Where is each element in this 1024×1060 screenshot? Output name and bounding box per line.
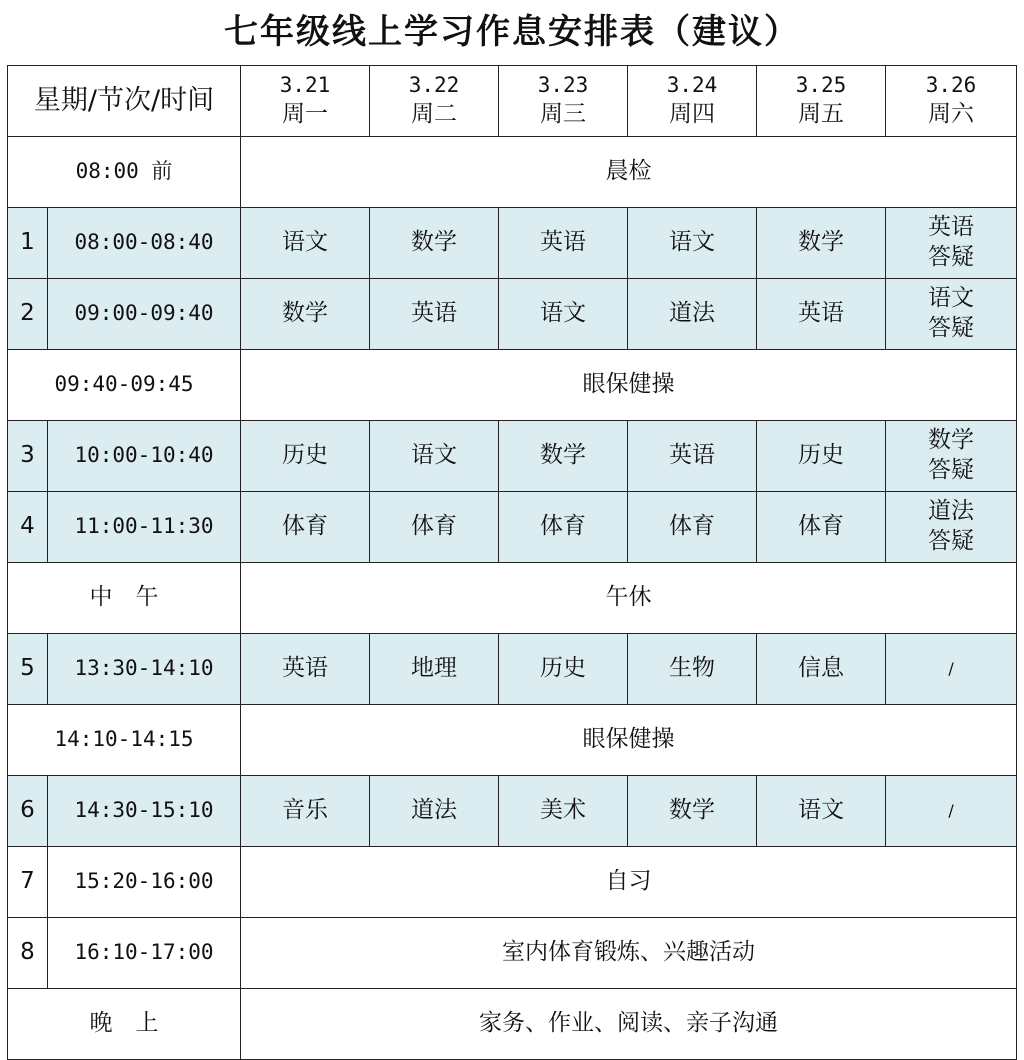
period-time: 08:00-08:40 bbox=[48, 208, 241, 279]
row-activity: 自习 bbox=[241, 847, 1017, 918]
day-weekday: 周六 bbox=[928, 100, 975, 127]
row-activity: 眼保健操 bbox=[241, 705, 1017, 776]
period-number: 6 bbox=[8, 776, 48, 847]
period-number: 3 bbox=[8, 421, 48, 492]
table-row bbox=[8, 918, 1017, 989]
saturday-qa: 答疑 bbox=[928, 457, 975, 483]
lesson-cell: 数学 bbox=[499, 421, 628, 492]
lesson-cell: 道法 bbox=[370, 776, 499, 847]
lesson-cell: 语文 bbox=[757, 776, 886, 847]
lesson-cell: 地理 bbox=[370, 634, 499, 705]
table-row bbox=[8, 421, 1017, 492]
saturday-subject: 英语 bbox=[928, 214, 975, 241]
day-weekday: 周二 bbox=[411, 100, 458, 127]
saturday-cell: / bbox=[886, 776, 1017, 847]
row-time-label: 14:10-14:15 bbox=[8, 705, 241, 776]
header-row bbox=[8, 66, 1017, 137]
day-header-wed bbox=[499, 66, 628, 137]
saturday-subject: 道法 bbox=[928, 498, 975, 525]
lesson-cell: 体育 bbox=[757, 492, 886, 563]
period-time: 10:00-10:40 bbox=[48, 421, 241, 492]
day-weekday: 周四 bbox=[669, 100, 716, 127]
table-row bbox=[8, 847, 1017, 918]
row-time-label: 中 午 bbox=[8, 563, 241, 634]
saturday-cell: / bbox=[886, 634, 1017, 705]
row-activity: 晨检 bbox=[241, 137, 1017, 208]
day-header-tue bbox=[370, 66, 499, 137]
day-header-fri bbox=[757, 66, 886, 137]
period-number: 7 bbox=[8, 847, 48, 918]
day-weekday: 周五 bbox=[798, 100, 845, 127]
schedule-table bbox=[7, 65, 1017, 1060]
table-row bbox=[8, 563, 1017, 634]
day-date: 3.25 bbox=[795, 73, 847, 98]
table-row bbox=[8, 705, 1017, 776]
period-time: 15:20-16:00 bbox=[48, 847, 241, 918]
saturday-cell bbox=[886, 492, 1017, 563]
lesson-cell: 语文 bbox=[241, 208, 370, 279]
saturday-subject: 语文 bbox=[928, 285, 975, 312]
lesson-cell: 数学 bbox=[628, 776, 757, 847]
lesson-cell: 历史 bbox=[499, 634, 628, 705]
lesson-cell: 英语 bbox=[757, 279, 886, 350]
period-time: 13:30-14:10 bbox=[48, 634, 241, 705]
lesson-cell: 美术 bbox=[499, 776, 628, 847]
lesson-cell: 英语 bbox=[628, 421, 757, 492]
lesson-cell: 语文 bbox=[499, 279, 628, 350]
lesson-cell: 生物 bbox=[628, 634, 757, 705]
saturday-subject: 数学 bbox=[928, 427, 975, 454]
lesson-cell: 体育 bbox=[370, 492, 499, 563]
row-activity: 家务、作业、阅读、亲子沟通 bbox=[241, 989, 1017, 1060]
day-date: 3.22 bbox=[408, 73, 460, 98]
saturday-qa: 答疑 bbox=[928, 528, 975, 554]
period-number: 8 bbox=[8, 918, 48, 989]
day-header-sat bbox=[886, 66, 1017, 137]
period-time: 09:00-09:40 bbox=[48, 279, 241, 350]
lesson-cell: 历史 bbox=[757, 421, 886, 492]
table-row bbox=[8, 492, 1017, 563]
lesson-cell: 数学 bbox=[370, 208, 499, 279]
lesson-cell: 体育 bbox=[499, 492, 628, 563]
saturday-qa: 答疑 bbox=[928, 244, 975, 270]
day-weekday: 周三 bbox=[540, 100, 587, 127]
period-time: 11:00-11:30 bbox=[48, 492, 241, 563]
table-row bbox=[8, 279, 1017, 350]
day-date: 3.21 bbox=[279, 73, 331, 98]
saturday-qa: 答疑 bbox=[928, 315, 975, 341]
period-time: 16:10-17:00 bbox=[48, 918, 241, 989]
table-row bbox=[8, 350, 1017, 421]
row-activity: 午休 bbox=[241, 563, 1017, 634]
saturday-cell bbox=[886, 208, 1017, 279]
lesson-cell: 英语 bbox=[241, 634, 370, 705]
row-activity: 室内体育锻炼、兴趣活动 bbox=[241, 918, 1017, 989]
table-row bbox=[8, 776, 1017, 847]
day-date: 3.23 bbox=[537, 73, 589, 98]
saturday-cell bbox=[886, 421, 1017, 492]
day-weekday: 周一 bbox=[282, 100, 329, 127]
day-date: 3.26 bbox=[925, 73, 977, 98]
lesson-cell: 历史 bbox=[241, 421, 370, 492]
lesson-cell: 道法 bbox=[628, 279, 757, 350]
period-number: 4 bbox=[8, 492, 48, 563]
lesson-cell: 语文 bbox=[370, 421, 499, 492]
lesson-cell: 数学 bbox=[241, 279, 370, 350]
period-number: 2 bbox=[8, 279, 48, 350]
row-time-label: 09:40-09:45 bbox=[8, 350, 241, 421]
corner-header: 星期/节次/时间 bbox=[8, 66, 241, 137]
lesson-cell: 音乐 bbox=[241, 776, 370, 847]
lesson-cell: 语文 bbox=[628, 208, 757, 279]
lesson-cell: 数学 bbox=[757, 208, 886, 279]
table-row bbox=[8, 137, 1017, 208]
period-number: 5 bbox=[8, 634, 48, 705]
row-time-label: 08:00 前 bbox=[8, 137, 241, 208]
row-activity: 眼保健操 bbox=[241, 350, 1017, 421]
period-number: 1 bbox=[8, 208, 48, 279]
lesson-cell: 英语 bbox=[499, 208, 628, 279]
page-title: 七年级线上学习作息安排表（建议） bbox=[224, 12, 800, 52]
day-header-thu bbox=[628, 66, 757, 137]
table-row bbox=[8, 634, 1017, 705]
lesson-cell: 体育 bbox=[241, 492, 370, 563]
day-header-mon bbox=[241, 66, 370, 137]
row-time-label: 晚 上 bbox=[8, 989, 241, 1060]
lesson-cell: 体育 bbox=[628, 492, 757, 563]
day-date: 3.24 bbox=[666, 73, 718, 98]
lesson-cell: 英语 bbox=[370, 279, 499, 350]
saturday-cell bbox=[886, 279, 1017, 350]
lesson-cell: 信息 bbox=[757, 634, 886, 705]
table-row bbox=[8, 208, 1017, 279]
period-time: 14:30-15:10 bbox=[48, 776, 241, 847]
table-row bbox=[8, 989, 1017, 1060]
